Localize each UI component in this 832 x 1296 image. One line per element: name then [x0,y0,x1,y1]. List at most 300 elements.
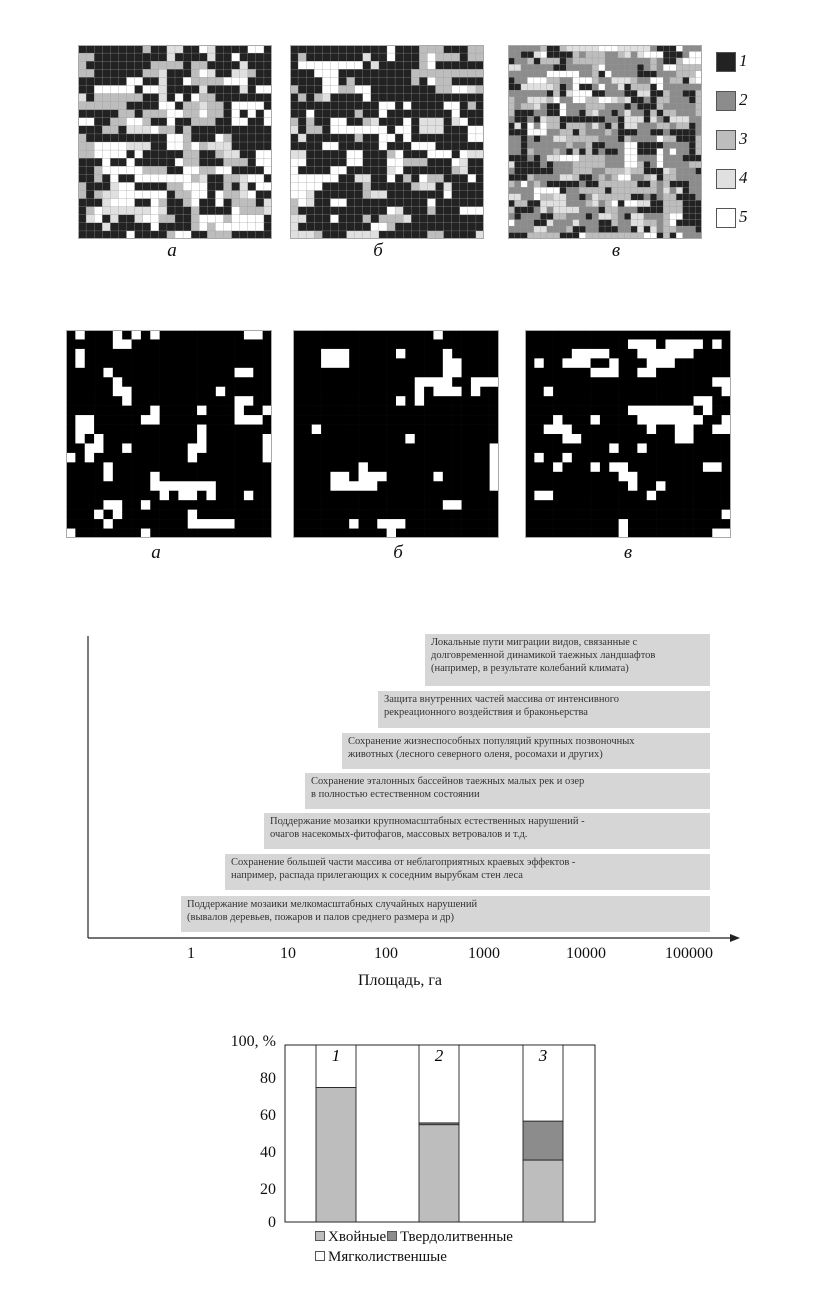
mosaic-cell [581,472,591,482]
mosaic-cell [436,94,444,102]
mosaic-cell [684,396,694,406]
mosaic-cell [637,207,644,214]
mosaic-cell [586,200,593,207]
mosaic-cell [452,529,462,538]
mosaic-cell [256,142,264,150]
mosaic-cell [534,155,541,162]
mosaic-cell [102,69,110,77]
mosaic-cell [188,510,198,520]
mosaic-cell [650,103,657,110]
mosaic-cell [684,453,694,463]
mosaic-cell [560,155,567,162]
mosaic-cell [490,406,499,416]
mosaic-cell [135,191,143,199]
mosaic-cell [248,94,256,102]
bar-label-3: 3 [538,1046,548,1065]
mosaic-cell [436,215,444,223]
mosaic-cell [433,396,443,406]
mosaic-cell [135,207,143,215]
mosaic-cell [235,330,245,340]
mosaic-cell [293,472,303,482]
mosaic-cell [132,443,142,453]
mosaic-cell [197,358,207,368]
mosaic-cell [460,94,468,102]
mosaic-cell [508,213,515,220]
mosaic-cell [656,491,666,501]
mosaic-cell [167,85,175,93]
mosaic-cell [78,199,86,207]
mosaic-cell [167,118,175,126]
mosaic-cell [525,519,535,529]
mosaic-cell [657,161,664,168]
mosaic-cell [387,368,397,378]
mosaic-cell [540,71,547,78]
mosaic-cell [340,453,350,463]
mosaic-cell [175,166,183,174]
mosaic-cell [586,90,593,97]
mosaic-cell [207,174,215,182]
mosaic-cell [591,462,601,472]
mosaic-cell [419,53,427,61]
mosaic-cell [675,472,685,482]
mosaic-cell [339,69,347,77]
mosaic-cell [396,434,406,444]
mosaic-cell [159,118,167,126]
mosaic-cell [689,194,696,201]
mosaic-cell [553,103,560,110]
mosaic-cell [349,453,359,463]
mosaic-cell [314,94,322,102]
mosaic-cell [480,481,490,491]
mosaic-cell [235,462,245,472]
mosaic-cell [592,110,599,117]
mosaic-cell [216,368,226,378]
mosaic-cell [244,425,254,435]
mosaic-cell [547,45,554,52]
mosaic-cell [514,174,521,181]
mosaic-cell [605,200,612,207]
mosaic-cell [75,529,85,538]
mosaic-cell [637,51,644,58]
mosaic-cell [712,387,722,397]
mosaic-cell [566,45,573,52]
mosaic-cell [534,443,544,453]
mosaic-cell [592,90,599,97]
mosaic-cell [244,358,254,368]
mosaic-cell [253,500,263,510]
mosaic-cell [600,349,610,359]
mosaic-cell [253,387,263,397]
mosaic-cell [368,387,378,397]
mosaic-cell [167,231,175,239]
mosaic-cell [206,491,216,501]
mosaic-cell [225,443,235,453]
mosaic-cell [169,529,179,538]
mosaic-cell [599,207,606,214]
mosaic-cell [452,349,462,359]
mosaic-cell [628,349,638,359]
mosaic-cell [159,126,167,134]
mosaic-cell [656,339,666,349]
mosaic-cell [436,142,444,150]
mosaic-cell [118,77,126,85]
mosaic-cell [663,213,670,220]
mosaic-cell [534,97,541,104]
mosaic-cell [224,77,232,85]
mosaic-cell [591,453,601,463]
mosaic-cell [359,472,369,482]
mosaic-cell [650,110,657,117]
mosaic-cell [444,110,452,118]
mosaic-cell [460,166,468,174]
mosaic-cell [411,77,419,85]
mosaic-cell [371,158,379,166]
mosaic-cell [75,425,85,435]
mosaic-cell [631,51,638,58]
mosaic-cell [544,434,554,444]
mosaic-cell [683,71,690,78]
mosaic-cell [240,53,248,61]
mosaic-cell [411,110,419,118]
mosaic-cell [150,443,160,453]
mosaic-cell [462,387,472,397]
mosaic-cell [322,126,330,134]
mosaic-cell [85,529,95,538]
mosaic-cell [263,415,272,425]
mosaic-cell [207,231,215,239]
mosaic-cell [78,69,86,77]
mosaic-cell [611,213,618,220]
mosaic-cell [611,103,618,110]
mosaic-cell [368,358,378,368]
mosaic-cell [396,406,406,416]
mosaic-cell [525,529,535,538]
mosaic-cell [235,529,245,538]
mosaic-cell [553,387,563,397]
mosaic-cell [143,61,151,69]
mosaic-cell [387,199,395,207]
mosaic-cell [670,129,677,136]
mosaic-cell [460,223,468,231]
mosaic-cell [347,207,355,215]
mosaic-cell [647,368,657,378]
mosaic-cell [240,69,248,77]
mosaic-cell [676,200,683,207]
mosaic-cell [553,529,563,538]
mosaic-cell [94,223,102,231]
mosaic-cell [150,491,160,501]
mosaic-cell [94,102,102,110]
mosaic-cell [647,472,657,482]
mosaic-cell [527,110,534,117]
mosaic-cell [452,434,462,444]
mosaic-cell [722,519,731,529]
mosaic-cell [248,166,256,174]
mosaic-cell [468,191,476,199]
mosaic-cell [339,158,347,166]
mosaic-cell [644,90,651,97]
mosaic-cell [150,349,160,359]
mosaic-cell [471,481,481,491]
mosaic-cell [562,330,572,340]
mosaic-cell [444,85,452,93]
mosaic-cell [544,339,554,349]
mosaic-cell [151,69,159,77]
mosaic-cell [321,472,331,482]
mosaic-cell [387,45,395,53]
mosaic-cell [631,200,638,207]
mosaic-cell [424,481,434,491]
mosaic-cell [151,53,159,61]
mosaic-cell [191,69,199,77]
mosaic-cell [647,434,657,444]
mosaic-cell [159,207,167,215]
mosaic-cell [544,330,554,340]
mosaic-cell [312,415,322,425]
mosaic-cell [581,425,591,435]
mosaic-cell [330,215,338,223]
mosaic-cell [178,434,188,444]
mosaic-cell [534,116,541,123]
mosaic-cell [433,406,443,416]
mosaic-cell [306,142,314,150]
mosaic-cell [135,223,143,231]
mosaic-cell [387,387,397,397]
mosaic-cell [340,358,350,368]
mosaic-cell [293,377,303,387]
mosaic-cell [560,103,567,110]
mosaic-cell [110,207,118,215]
mosaic-cell [624,64,631,71]
mosaic-cell [330,472,340,482]
mosaic-cell [624,45,631,52]
mosaic-cell [359,377,369,387]
mosaic-cell [650,84,657,91]
mosaic-cell [540,220,547,227]
mosaic-cell [94,69,102,77]
mosaic-cell [122,491,132,501]
mosaic-cell [86,150,94,158]
mosaic-cell [355,102,363,110]
mosaic-cell [452,330,462,340]
mosaic-cell [264,166,272,174]
mosaic-cell [637,161,644,168]
mosaic-cell [86,69,94,77]
mosaic-cell [525,358,535,368]
mosaic-cell [169,349,179,359]
mosaic-cell [665,387,675,397]
mosaic-cell [256,223,264,231]
mosaic-cell [462,358,472,368]
mosaic-cell [619,349,629,359]
mosaic-cell [197,462,207,472]
mosaic-cell [600,425,610,435]
mosaic-cell [443,529,453,538]
fig4-y-tick-20: 20 [260,1181,276,1198]
mosaic-cell [225,519,235,529]
mosaic-cell [553,123,560,130]
mosaic-cell [403,215,411,223]
mosaic-cell [670,84,677,91]
fig3-x-tick-100000: 100000 [665,945,713,962]
mosaic-cell [235,434,245,444]
mosaic-cell [355,174,363,182]
mosaic-cell [169,491,179,501]
mosaic-cell [676,168,683,175]
mosaic-cell [302,368,312,378]
mosaic-cell [132,519,142,529]
mosaic-cell [427,158,435,166]
mosaic-cell [650,161,657,168]
mosaic-cell [290,69,298,77]
mosaic-cell [330,166,338,174]
mosaic-cell [314,45,322,53]
mosaic-cell [103,406,113,416]
mosaic-cell [403,61,411,69]
mosaic-cell [490,462,499,472]
mosaic-cell [670,168,677,175]
mosaic-cell [160,358,170,368]
mosaic-cell [631,168,638,175]
mosaic-cell [159,69,167,77]
mosaic-cell [490,529,499,538]
mosaic-cell [572,434,582,444]
mosaic-cell [657,136,664,143]
mosaic-cell [628,434,638,444]
mosaic-cell [159,94,167,102]
mosaic-cell [452,166,460,174]
mosaic-cell [94,349,104,359]
mosaic-cell [263,491,272,501]
mosaic-cell [403,77,411,85]
legend-label-4: 4 [739,168,748,187]
mosaic-cell [656,529,666,538]
mosaic-cell [508,220,515,227]
mosaic-cell [684,387,694,397]
mosaic-cell [689,58,696,65]
mosaic-cell [683,129,690,136]
mosaic-cell [663,136,670,143]
mosaic-cell [188,425,198,435]
mosaic-cell [188,462,198,472]
mosaic-cell [322,134,330,142]
mosaic-cell [302,339,312,349]
mosaic-cell [560,220,567,227]
mosaic-cell [631,45,638,52]
mosaic-cell [75,406,85,416]
mosaic-cell [66,358,76,368]
mosaic-cell [624,194,631,201]
mosaic-cell [527,181,534,188]
fig3-x-tick-1000: 1000 [468,945,500,962]
mosaic-cell [436,134,444,142]
mosaic-cell [215,69,223,77]
mosaic-cell [712,406,722,416]
mosaic-cell [349,510,359,520]
mosaic-cell [359,330,369,340]
mosaic-cell [452,223,460,231]
mosaic-cell [722,462,731,472]
mosaic-cell [403,102,411,110]
mosaic-cell [78,231,86,239]
mosaic-cell [683,45,690,52]
mosaic-cell [592,181,599,188]
mosaic-cell [175,174,183,182]
mosaic-cell [363,182,371,190]
mosaic-cell [581,500,591,510]
mosaic-cell [534,339,544,349]
mosaic-cell [141,425,151,435]
mosaic-cell [452,94,460,102]
mosaic-cell [188,491,198,501]
mosaic-cell [253,434,263,444]
mosaic-cell [471,519,481,529]
mosaic-cell [675,491,685,501]
mosaic-cell [169,425,179,435]
mosaic-cell [683,77,690,84]
mosaic-cell [419,77,427,85]
mosaic-cell [113,330,123,340]
mosaic-cell [444,191,452,199]
mosaic-cell [553,491,563,501]
mosaic-cell [656,396,666,406]
mosaic-cell [560,71,567,78]
legend-label-hardwood: Твердолитвенные [400,1229,513,1245]
mosaic-cell [216,434,226,444]
mosaic-cell [427,174,435,182]
mosaic-cell [411,61,419,69]
mosaic-cell [637,181,644,188]
mosaic-cell [444,166,452,174]
mosaic-cell [665,415,675,425]
mosaic-cell [663,84,670,91]
mosaic-cell [256,110,264,118]
mosaic-cell [722,500,731,510]
mosaic-cell [443,462,453,472]
mosaic-cell [534,330,544,340]
mosaic-cell [694,481,704,491]
mosaic-cell [694,472,704,482]
mosaic-cell [248,158,256,166]
mosaic-cell [379,158,387,166]
mosaic-cell [553,71,560,78]
mosaic-cell [322,61,330,69]
mosaic-cell [665,443,675,453]
mosaic-cell [339,231,347,239]
mosaic-cell [609,510,619,520]
mosaic-cell [160,396,170,406]
mosaic-cell [110,102,118,110]
mosaic-cell [579,123,586,130]
mosaic-cell [103,387,113,397]
mosaic-cell [637,330,647,340]
mosaic-cell [339,118,347,126]
mosaic-cell [113,377,123,387]
mosaic-cell [684,434,694,444]
mosaic-cell [405,358,415,368]
mosaic-cell [670,103,677,110]
mosaic-cell [150,453,160,463]
mosaic-cell [722,510,731,520]
mosaic-cell [225,500,235,510]
mosaic-cell [216,453,226,463]
mosaic-cell [476,45,484,53]
mosaic-cell [191,231,199,239]
mosaic-cell [480,462,490,472]
mosaic-cell [663,168,670,175]
mosaic-cell [592,207,599,214]
mosaic-cell [534,387,544,397]
